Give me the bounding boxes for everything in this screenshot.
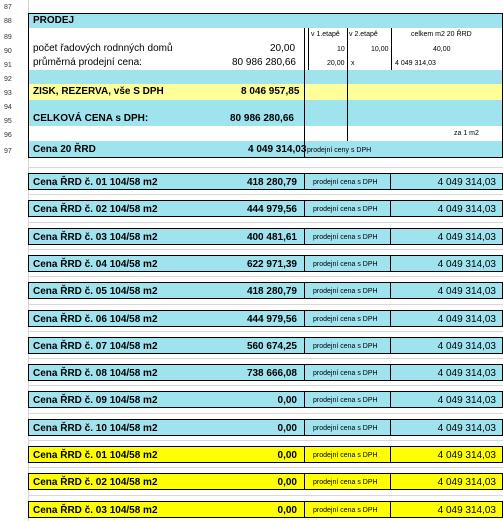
row-number[interactable]: 93 <box>4 90 12 97</box>
row-number[interactable]: 90 <box>4 48 12 55</box>
etapa1-header: v 1.etapě <box>311 31 340 38</box>
pocet-row[interactable] <box>28 42 503 57</box>
grid-line <box>28 385 503 386</box>
pocet-etapa2: 10,00 <box>371 46 389 53</box>
grid-line <box>28 440 503 441</box>
unit-total-value: 4 049 314,03 <box>437 259 496 270</box>
row-number[interactable]: 97 <box>4 148 12 155</box>
prodej-label: PRODEJ <box>33 15 75 26</box>
cena20-label: Cena 20 ŘRD <box>33 144 96 155</box>
row-number[interactable]: 94 <box>4 104 12 111</box>
celkova-label: CELKOVÁ CENA s DPH: <box>33 113 149 124</box>
unit-label: Cena ŘRD č. 04 104/58 m2 <box>33 259 158 270</box>
unit-label: Cena ŘRD č. 03 104/58 m2 <box>33 232 158 243</box>
unit-total-value: 4 049 314,03 <box>437 477 496 488</box>
grid-line <box>28 167 503 168</box>
unit-price-value: 400 481,61 <box>246 232 297 243</box>
row-number[interactable]: 95 <box>4 118 12 125</box>
cena20-value: 4 049 314,03 <box>248 144 307 155</box>
celkova-row[interactable] <box>28 111 503 127</box>
unit-price-row[interactable] <box>28 282 503 299</box>
unit-total-value: 4 049 314,03 <box>437 177 496 188</box>
unit-price-value: 0,00 <box>277 423 297 434</box>
unit-label: Cena ŘRD č. 08 104/58 m2 <box>33 368 158 379</box>
unit-price-value: 0,00 <box>277 477 297 488</box>
grid-line <box>28 467 503 468</box>
cena20-row[interactable] <box>28 141 503 158</box>
row-number[interactable]: 89 <box>4 34 12 41</box>
unit-price-row[interactable] <box>28 501 503 518</box>
unit-price-value: 0,00 <box>277 395 297 406</box>
unit-price-row[interactable] <box>28 364 503 381</box>
cena20-note: prodejní ceny s DPH <box>307 147 372 154</box>
pocet-label: počet řadových rodnných domů <box>33 43 173 54</box>
cena-celkem: 4 049 314,03 <box>395 60 436 67</box>
etapa2-header: v 2.etapě <box>349 31 378 38</box>
row-number[interactable]: 96 <box>4 132 12 139</box>
row-number[interactable]: 87 <box>4 4 12 11</box>
pocet-celkem: 40,00 <box>433 46 451 53</box>
unit-price-note: prodejní cena s DPH <box>313 234 378 241</box>
row-number[interactable]: 91 <box>4 62 12 69</box>
unit-total-value: 4 049 314,03 <box>437 204 496 215</box>
zisk-row[interactable] <box>28 84 503 101</box>
unit-price-value: 738 666,08 <box>246 368 297 379</box>
unit-label: Cena ŘRD č. 06 104/58 m2 <box>33 314 158 325</box>
unit-label: Cena ŘRD č. 03 104/58 m2 <box>33 505 158 516</box>
grid-line <box>28 495 503 496</box>
cena-label: průměrná prodejní cena: <box>33 57 142 68</box>
unit-total-value: 4 049 314,03 <box>437 423 496 434</box>
unit-price-row[interactable] <box>28 473 503 490</box>
unit-price-note: prodejní cena s DPH <box>313 261 378 268</box>
za1m2-row[interactable] <box>28 126 503 142</box>
pocet-value: 20,00 <box>270 43 296 54</box>
celkem-header: celkem m2 20 ŘRD <box>411 31 472 38</box>
unit-price-row[interactable] <box>28 391 503 408</box>
unit-total-value: 4 049 314,03 <box>437 450 496 461</box>
grid-line <box>28 304 503 305</box>
unit-price-value: 0,00 <box>277 505 297 516</box>
etapa-header-row[interactable] <box>28 28 503 43</box>
unit-price-value: 418 280,79 <box>246 286 297 297</box>
prodej-row[interactable] <box>28 13 503 29</box>
unit-price-row[interactable] <box>28 446 503 463</box>
unit-total-value: 4 049 314,03 <box>437 341 496 352</box>
grid-line <box>28 276 503 277</box>
unit-price-row[interactable] <box>28 200 503 217</box>
unit-price-value: 622 971,39 <box>246 259 297 270</box>
unit-price-note: prodejní cena s DPH <box>313 206 378 213</box>
zisk-value: 8 046 957,85 <box>241 86 300 97</box>
unit-label: Cena ŘRD č. 01 104/58 m2 <box>33 177 158 188</box>
unit-total-value: 4 049 314,03 <box>437 314 496 325</box>
unit-price-value: 418 280,79 <box>246 177 297 188</box>
unit-price-note: prodejní cena s DPH <box>313 507 378 514</box>
unit-price-value: 560 674,25 <box>246 341 297 352</box>
celkova-value: 80 986 280,66 <box>230 113 294 124</box>
unit-total-value: 4 049 314,03 <box>437 286 496 297</box>
unit-price-value: 0,00 <box>277 450 297 461</box>
empty-row-92[interactable] <box>28 70 503 85</box>
unit-price-row[interactable] <box>28 173 503 190</box>
unit-price-note: prodejní cena s DPH <box>313 288 378 295</box>
row-number[interactable]: 92 <box>4 76 12 83</box>
unit-label: Cena ŘRD č. 05 104/58 m2 <box>33 286 158 297</box>
unit-price-row[interactable] <box>28 310 503 327</box>
unit-total-value: 4 049 314,03 <box>437 505 496 516</box>
unit-label: Cena ŘRD č. 09 104/58 m2 <box>33 395 158 406</box>
unit-price-note: prodejní cena s DPH <box>313 370 378 377</box>
row-number[interactable]: 88 <box>4 18 12 25</box>
unit-price-note: prodejní cena s DPH <box>313 452 378 459</box>
unit-price-note: prodejní cena s DPH <box>313 397 378 404</box>
grid-line <box>28 358 503 359</box>
cena-x: x <box>351 60 355 67</box>
unit-price-row[interactable] <box>28 255 503 272</box>
unit-price-note: prodejní cena s DPH <box>313 425 378 432</box>
cena-row[interactable] <box>28 56 503 71</box>
unit-total-value: 4 049 314,03 <box>437 395 496 406</box>
grid-line <box>28 331 503 332</box>
grid-line <box>28 413 503 414</box>
grid-line <box>28 222 503 223</box>
unit-label: Cena ŘRD č. 02 104/58 m2 <box>33 477 158 488</box>
pocet-etapa1: 10 <box>337 46 345 53</box>
cena-etapa1: 20,00 <box>327 60 345 67</box>
unit-label: Cena ŘRD č. 02 104/58 m2 <box>33 204 158 215</box>
unit-total-value: 4 049 314,03 <box>437 232 496 243</box>
grid-line <box>28 249 503 250</box>
unit-total-value: 4 049 314,03 <box>437 368 496 379</box>
unit-price-row[interactable] <box>28 419 503 436</box>
unit-price-value: 444 979,56 <box>246 204 297 215</box>
unit-label: Cena ŘRD č. 07 104/58 m2 <box>33 341 158 352</box>
cena-value: 80 986 280,66 <box>232 57 296 68</box>
unit-label: Cena ŘRD č. 10 104/58 m2 <box>33 423 158 434</box>
za1m2-label: za 1 m2 <box>454 130 479 137</box>
unit-price-note: prodejní cena s DPH <box>313 343 378 350</box>
unit-price-row[interactable] <box>28 228 503 245</box>
zisk-label: ZISK, REZERVA, vše S DPH <box>33 86 164 97</box>
unit-price-note: prodejní cena s DPH <box>313 479 378 486</box>
unit-price-note: prodejní cena s DPH <box>313 316 378 323</box>
unit-price-row[interactable] <box>28 337 503 354</box>
grid-line <box>28 194 503 195</box>
unit-price-value: 444 979,56 <box>246 314 297 325</box>
unit-price-note: prodejní cena s DPH <box>313 179 378 186</box>
unit-label: Cena ŘRD č. 01 104/58 m2 <box>33 450 158 461</box>
